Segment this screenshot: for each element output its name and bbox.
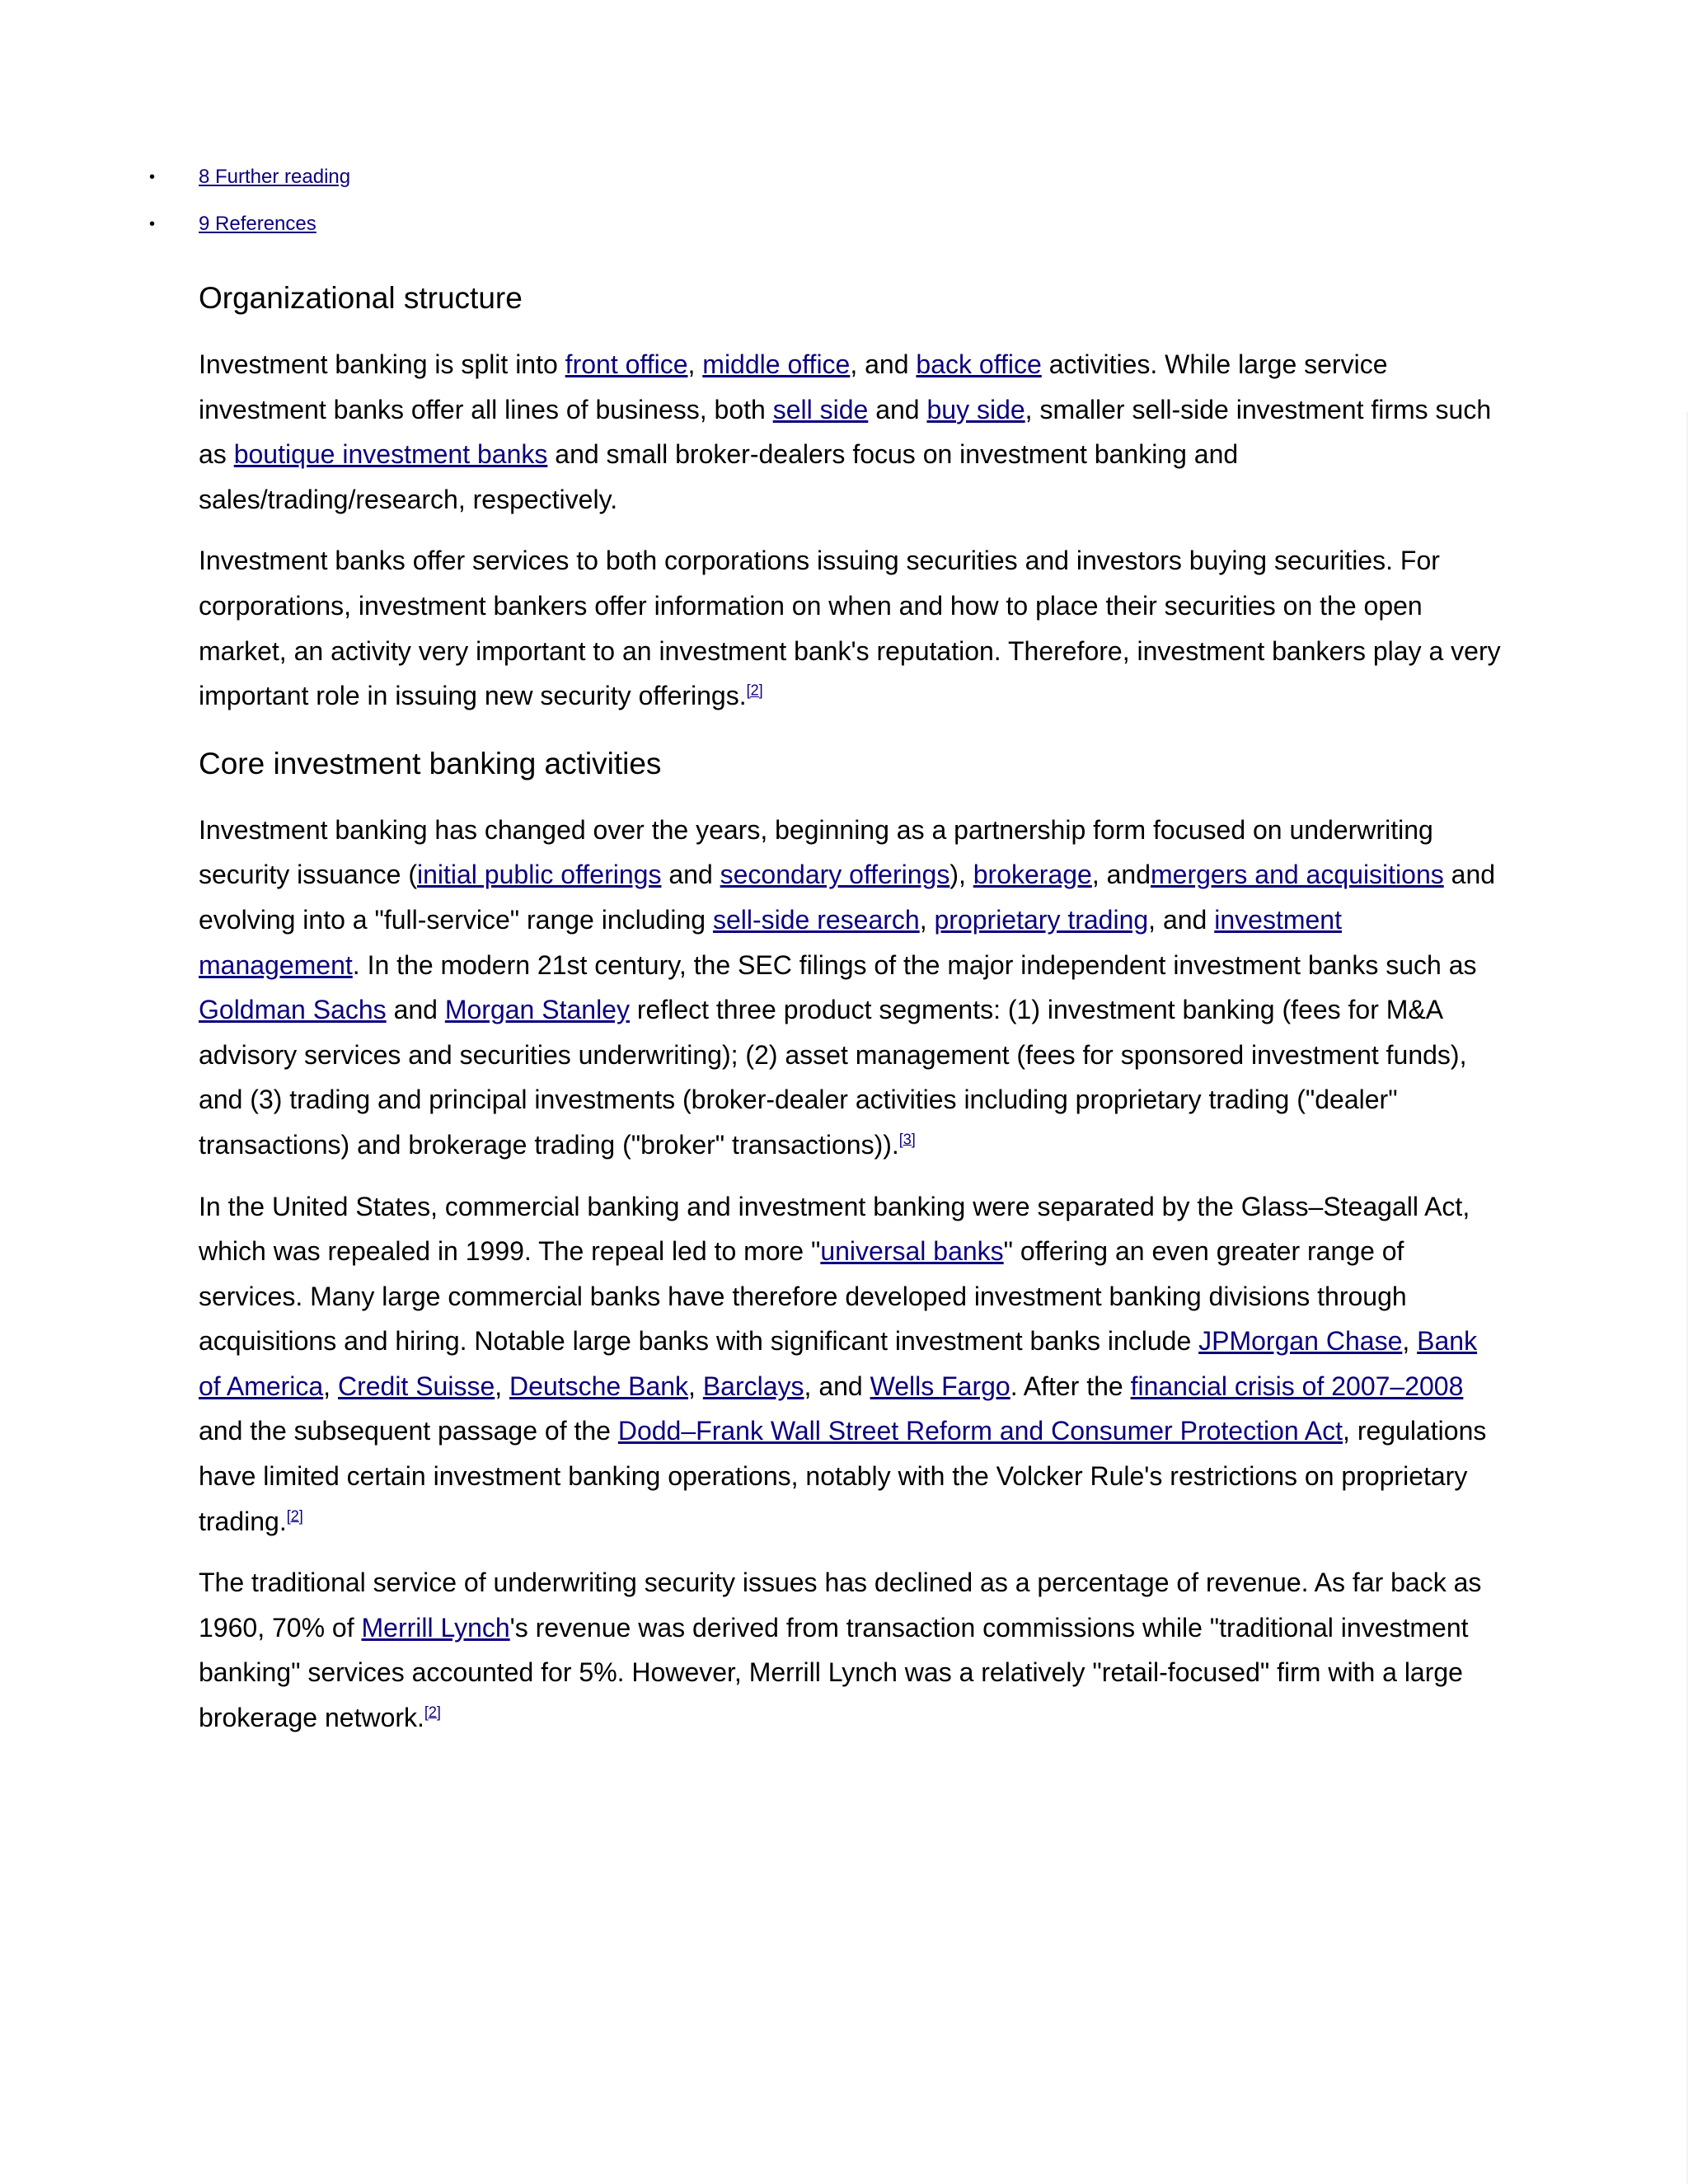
paragraph bbox=[199, 1184, 1501, 1544]
text-run: Investment banking has changed over the years, beginning as a partnership form focused on underwriting security issuance ( bbox=[199, 814, 1433, 890]
wiki-link[interactable]: Dodd–Frank Wall Street Reform and Consumer Protection Act bbox=[617, 1416, 1343, 1446]
text-run: In the United States, commercial banking and investment banking were separated by the Glass–Steagall Act, which was repealed in 1999. The repeal led to more " bbox=[199, 1191, 1470, 1267]
text-run: 's revenue was derived from transaction commissions while "traditional investment banking" services accounted for 5%. However, Merrill Lynch was a relatively "retail-focused" firm with a large brokerage network. bbox=[199, 1612, 1469, 1733]
wiki-link[interactable]: Barclays bbox=[702, 1371, 804, 1401]
paragraph bbox=[199, 342, 1501, 522]
wiki-link[interactable]: Goldman Sachs bbox=[199, 995, 387, 1025]
text-run: . After the bbox=[1010, 1371, 1131, 1401]
text-run: reflect three product segments: (1) investment banking (fees for M&A advisory services and securities underwriting); (2) asset management (fees for sponsored investment funds), and (3) trading and principal investments (broker-dealer activities including proprietary trading ("dealer" transactions) and brokerage trading ("broker" transactions)). bbox=[199, 995, 1467, 1160]
text-run: , bbox=[687, 349, 703, 379]
wiki-link[interactable]: Morgan Stanley bbox=[444, 995, 630, 1025]
wiki-link[interactable]: buy side bbox=[926, 394, 1025, 424]
text-run: Investment banking is split into bbox=[199, 349, 565, 379]
wiki-link[interactable]: sell side bbox=[772, 394, 869, 424]
wiki-link[interactable]: front office bbox=[565, 349, 688, 379]
table-of-contents bbox=[149, 165, 1501, 237]
text-run: The traditional service of underwriting security issues has declined as a percentage of revenue. As far back as 1960, 70% of bbox=[199, 1568, 1482, 1643]
wiki-link[interactable]: JPMorgan Chase bbox=[1198, 1326, 1403, 1357]
wiki-link[interactable]: universal banks bbox=[820, 1236, 1004, 1267]
text-run: and bbox=[386, 995, 445, 1025]
article-body bbox=[149, 165, 1501, 1757]
text-run: and evolving into a "full-service" range including bbox=[199, 860, 1496, 935]
wiki-link[interactable]: financial crisis of 2007–2008 bbox=[1130, 1371, 1464, 1401]
text-run: and bbox=[661, 860, 720, 890]
citation bbox=[287, 1507, 303, 1524]
text-run: . In the modern 21st century, the SEC filings of the major independent investment banks such as bbox=[352, 949, 1477, 980]
text-run: and small broker-dealers focus on investment banking and sales/trading/research, respectively. bbox=[199, 439, 1239, 514]
citation-link[interactable]: [2] bbox=[424, 1704, 441, 1721]
bullet-icon: • bbox=[149, 168, 156, 186]
bullet-icon: • bbox=[149, 215, 156, 233]
wiki-link[interactable]: sell-side research bbox=[712, 904, 920, 935]
paragraph bbox=[199, 538, 1501, 718]
text-run: , bbox=[688, 1371, 703, 1401]
toc-item bbox=[149, 165, 1501, 190]
text-run: " offering an even greater range of services. Many large commercial banks have therefore developed investment banking divisions through acquisitions and hiring. Notable large banks with significant investment banks include bbox=[199, 1236, 1407, 1357]
paragraph bbox=[199, 1560, 1501, 1740]
wiki-link[interactable]: proprietary trading bbox=[934, 904, 1149, 935]
wiki-link[interactable]: Credit Suisse bbox=[337, 1371, 495, 1401]
wiki-link[interactable]: boutique investment banks bbox=[233, 439, 548, 470]
wiki-link[interactable]: Wells Fargo bbox=[870, 1371, 1010, 1401]
section-heading-organizational-structure: Organizational structure bbox=[199, 281, 523, 315]
citation bbox=[747, 682, 763, 699]
citation bbox=[899, 1131, 916, 1147]
wiki-link[interactable]: brokerage bbox=[973, 860, 1092, 890]
text-run: ), bbox=[950, 860, 973, 890]
wiki-link[interactable]: Deutsche Bank bbox=[509, 1371, 689, 1401]
wiki-link[interactable]: Bank of America bbox=[199, 1326, 1478, 1401]
section-heading-core-activities: Core investment banking activities bbox=[199, 746, 662, 780]
text-run: and the subsequent passage of the bbox=[199, 1416, 618, 1446]
wiki-link[interactable]: back office bbox=[916, 349, 1042, 379]
text-run: , bbox=[495, 1371, 510, 1401]
toc-link-further-reading[interactable]: 8 Further reading bbox=[199, 166, 351, 188]
text-run: Investment banks offer services to both corporations issuing securities and investors buying securities. For corporations, investment bankers offer information on when and how to place their securities on the open market, an activity very important to an investment bank's reputation. Therefore, investment bankers play a very important role in issuing new security offerings. bbox=[199, 546, 1501, 711]
text-run: , bbox=[919, 904, 935, 935]
text-run: , bbox=[323, 1371, 338, 1401]
text-run: , smaller sell-side investment firms such as bbox=[199, 394, 1492, 470]
text-run: activities. While large service investment banks offer all lines of business, both bbox=[199, 349, 1388, 424]
toc-item bbox=[149, 212, 1501, 237]
text-run: , and bbox=[804, 1371, 870, 1401]
text-run: , regulations have limited certain investment banking operations, notably with the Volcker Rule's restrictions on proprietary trading. bbox=[199, 1416, 1487, 1536]
wiki-link[interactable]: initial public offerings bbox=[416, 860, 662, 890]
text-run: , and bbox=[850, 349, 917, 379]
citation-link[interactable]: [3] bbox=[898, 1131, 916, 1148]
citation bbox=[424, 1704, 441, 1720]
text-run: , and bbox=[1091, 860, 1151, 890]
wiki-link[interactable]: investment management bbox=[199, 904, 1342, 980]
citation-link[interactable]: [2] bbox=[286, 1507, 303, 1524]
wiki-link[interactable]: middle office bbox=[702, 349, 851, 379]
toc-link-references[interactable]: 9 References bbox=[199, 213, 316, 235]
text-run: , and bbox=[1148, 904, 1215, 935]
text-run: and bbox=[868, 394, 927, 424]
wiki-link[interactable]: secondary offerings bbox=[720, 860, 950, 890]
citation-link[interactable]: [2] bbox=[746, 682, 763, 699]
paragraph bbox=[199, 808, 1501, 1168]
text-run: , bbox=[1402, 1326, 1418, 1357]
wiki-link[interactable]: Merrill Lynch bbox=[361, 1612, 510, 1643]
wiki-link[interactable]: mergers and acquisitions bbox=[1151, 860, 1444, 890]
